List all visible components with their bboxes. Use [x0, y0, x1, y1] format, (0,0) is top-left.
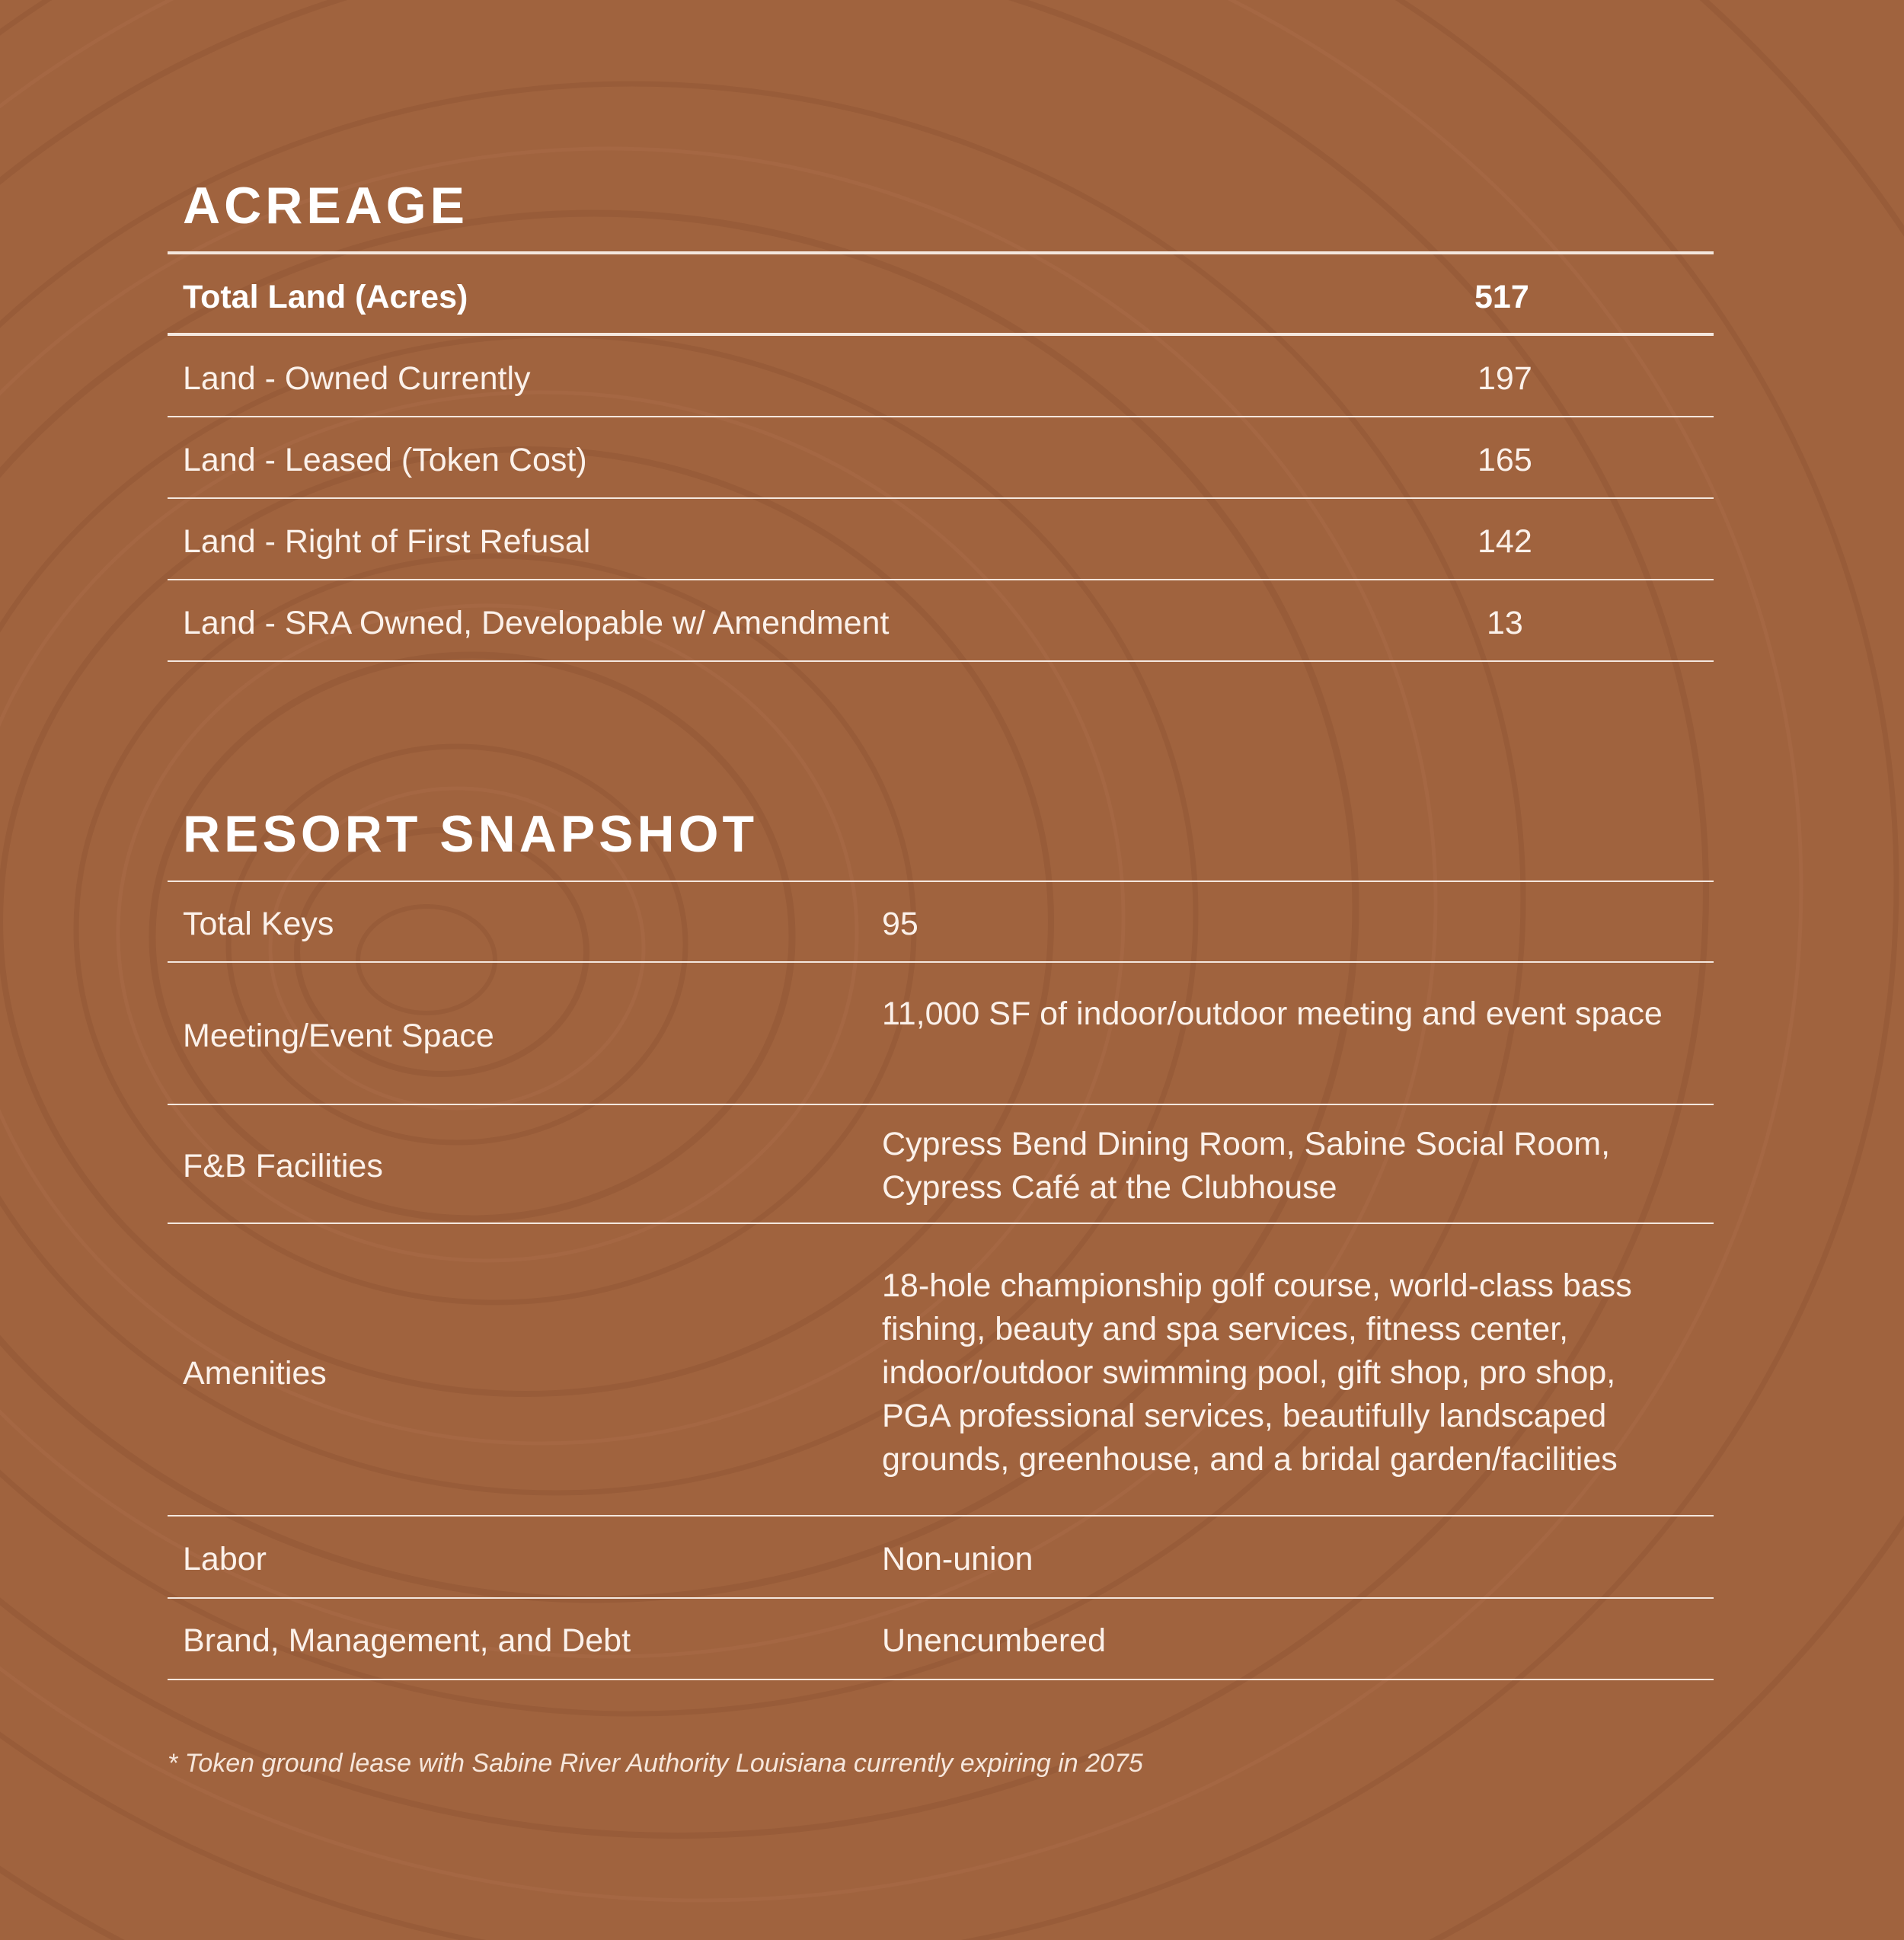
row-divider	[168, 579, 1714, 580]
acreage-row-value: 142	[1478, 523, 1532, 560]
row-divider	[168, 1597, 1714, 1599]
resort-row-value: 11,000 SF of indoor/outdoor meeting and event space	[882, 996, 1663, 1032]
row-divider	[168, 497, 1714, 499]
row-divider	[168, 416, 1714, 417]
acreage-row-label: Land - Owned Currently	[183, 360, 531, 397]
resort-row-label: F&B Facilities	[183, 1148, 383, 1184]
row-divider	[168, 1104, 1714, 1105]
acreage-row-value: 13	[1487, 605, 1523, 641]
resort-row-value: Unencumbered	[882, 1622, 1107, 1659]
acreage-header-value: 517	[1474, 279, 1529, 315]
resort-row-value: Cypress Bend Dining Room, Sabine Social Room, Cypress Café at the Clubhouse	[882, 1126, 1611, 1206]
resort-top-rule	[168, 881, 1714, 882]
resort-row-label: Total Keys	[183, 906, 334, 942]
resort-row-label: Labor	[183, 1541, 267, 1577]
acreage-row-value: 197	[1478, 360, 1532, 397]
acreage-row-label: Land - SRA Owned, Developable w/ Amendment	[183, 605, 890, 641]
acreage-top-rule	[168, 251, 1714, 254]
resort-row-label: Meeting/Event Space	[183, 1018, 494, 1054]
row-divider	[168, 961, 1714, 963]
acreage-row-label: Land - Leased (Token Cost)	[183, 442, 587, 478]
acreage-row-value: 165	[1478, 442, 1532, 478]
row-divider	[168, 1515, 1714, 1517]
resort-row-label: Amenities	[183, 1355, 327, 1392]
footnote: * Token ground lease with Sabine River Authority Louisiana currently expiring in 2075	[168, 1749, 1143, 1778]
resort-row-value: Non-union	[882, 1541, 1033, 1577]
acreage-row-label: Land - Right of First Refusal	[183, 523, 591, 560]
resort-row-label: Brand, Management, and Debt	[183, 1622, 631, 1659]
resort-snapshot-title: RESORT SNAPSHOT	[183, 805, 759, 863]
acreage-title: ACREAGE	[183, 177, 469, 235]
resort-row-value: 95	[882, 906, 918, 942]
row-divider	[168, 660, 1714, 662]
row-divider	[168, 1222, 1714, 1224]
acreage-header-rule	[168, 333, 1714, 336]
resort-row-value: 18-hole championship golf course, world-class bass fishing, beauty and spa services, fitness center, indoor/outdoor swimming pool, gift shop, pro shop, PGA professional services, beautifully landscaped grounds, greenhouse, and a bridal garden/facilities	[882, 1267, 1632, 1478]
row-divider	[168, 1679, 1714, 1680]
acreage-header-label: Total Land (Acres)	[183, 279, 468, 315]
